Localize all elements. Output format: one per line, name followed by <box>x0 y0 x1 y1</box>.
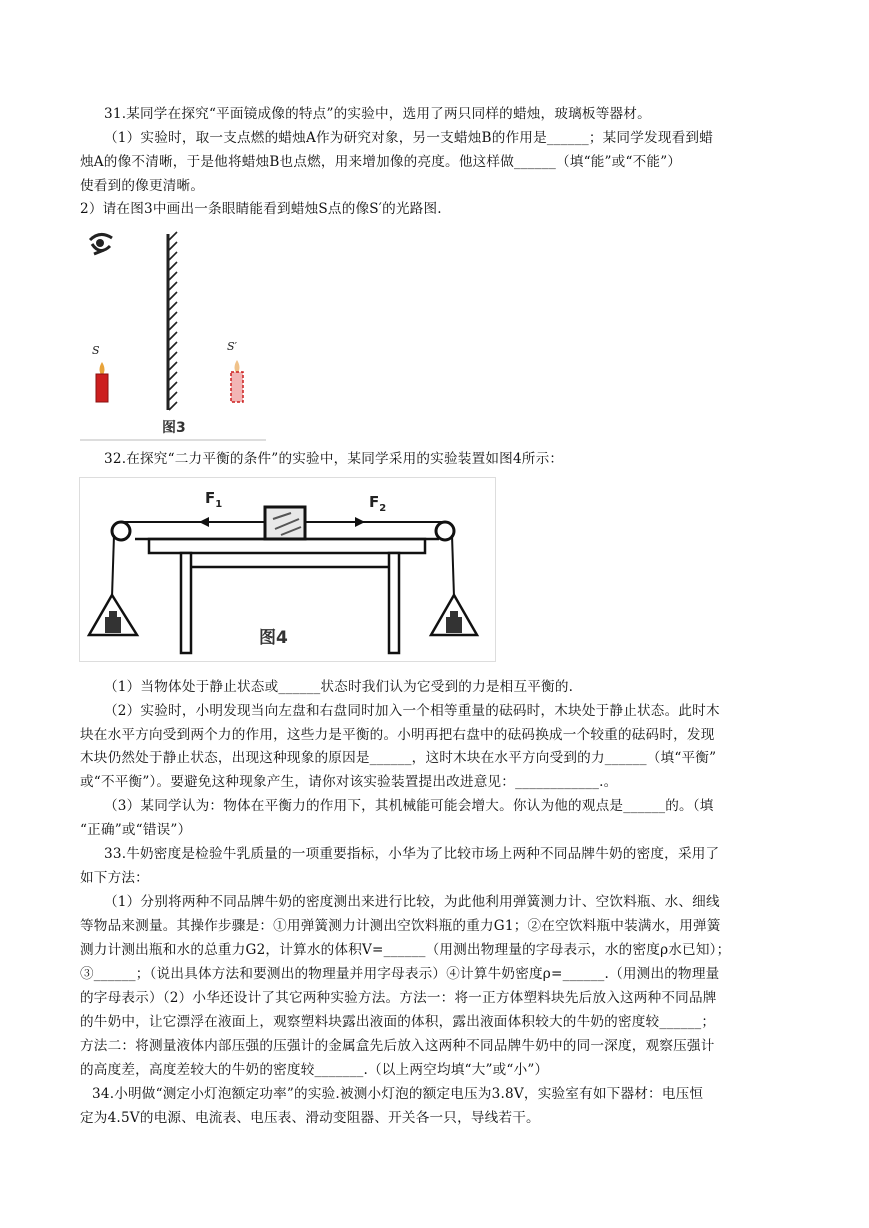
q31-part2: 2）请在图3中画出一条眼睛能看到蜡烛S点的像S′的光路图. <box>80 201 442 217</box>
q32-part3-line2: “正确”或“错误”） <box>80 822 192 838</box>
q31-part1-line3: 使看到的像更清晰。 <box>80 178 205 194</box>
q34-line1: 34.小明做“测定小灯泡额定功率”的实验.被测小灯泡的额定电压为3.8V，实验室有如下器材：电压恒 <box>92 1086 704 1102</box>
q32-part3-line1: （3）某同学认为：物体在平衡力的作用下，其机械能可能会增大。你认为他的观点是______的。（填 <box>104 798 714 814</box>
eye-icon <box>90 234 112 254</box>
q31-part1-line1: （1）实验时，取一支点燃的蜡烛A作为研究对象，另一支蜡烛B的作用是______；某同学发现看到蜡 <box>104 130 713 146</box>
svg-text:F1 <box>205 489 222 510</box>
candle-s-image <box>227 340 243 402</box>
svg-text:F2 <box>369 493 386 514</box>
arrow-f1 <box>199 517 209 527</box>
q31-title: 31.某同学在探究“平面镜成像的特点”的实验中，选用了两只同样的蜡烛，玻璃板等器材。 <box>104 106 651 122</box>
figure-3-caption: 图3 <box>162 420 186 436</box>
q33-title-line1: 33.牛奶密度是检验牛乳质量的一项重要指标，小华为了比较市场上两种不同品牌牛奶的密度，采用了 <box>104 846 720 862</box>
table-top <box>149 539 425 553</box>
q32-title: 32.在探究“二力平衡的条件”的实验中，某同学采用的实验装置如图4所示： <box>104 451 564 467</box>
q33-line3: 测力计测出瓶和水的总重力G2，计算水的体积V=______（用测出物理量的字母表示，水的密度ρ水已知）； <box>80 942 731 958</box>
plane-mirror <box>168 232 177 410</box>
q33-line1: （1）分别将两种不同品牌牛奶的密度测出来进行比较，为此他利用弹簧测力计、空饮料瓶、水、细线 <box>104 894 720 910</box>
q32-part2-line3: 木块仍然处于静止状态，出现这种现象的原因是______，这时木块在水平方向受到的力______（填“平衡” <box>80 750 717 766</box>
figure-4-caption: 图4 <box>259 628 288 648</box>
q33-line4: ③______；（说出具体方法和要测出的物理量并用字母表示）④计算牛奶密度ρ=______.（用测出的物理量 <box>80 966 720 982</box>
label-f1-sub: 1 <box>215 499 223 510</box>
right-pan <box>431 595 477 635</box>
q33-line7: 方法二：将测量液体内部压强的压强计的金属盒先后放入这两种不同品牌牛奶中的同一深度，观察压强计 <box>80 1038 715 1054</box>
label-f1: F <box>205 489 216 507</box>
label-s: S <box>92 344 100 357</box>
q33-title-line2: 如下方法： <box>80 870 149 886</box>
q33-line6: 的牛奶中，让它漂浮在液面上，观察塑料块露出液面的体积，露出液面体积较大的牛奶的密度较______； <box>80 1014 716 1030</box>
q32-part1: （1）当物体处于静止状态或______状态时我们认为它受到的力是相互平衡的. <box>104 679 574 695</box>
q33-line8: 的高度差，高度差较大的牛奶的密度较_______.（以上两空均填“大”或“小”） <box>80 1062 549 1078</box>
label-f2: F <box>369 493 380 511</box>
q32-part2-line2: 块在水平方向受到两个力的作用，这些力是平衡的。小明再把右盘中的砝码换成一个较重的砝码时，发现 <box>80 727 715 743</box>
candle-s <box>92 344 108 402</box>
q32-part2-line4: 或“不平衡”）。要避免这种现象产生，请你对该实验装置提出改进意见：____________.。 <box>80 774 618 790</box>
label-s-image: S′ <box>227 340 238 353</box>
arrow-f2 <box>355 517 365 527</box>
figure-3-mirror <box>80 226 270 442</box>
figure-4-apparatus <box>79 477 497 663</box>
q33-line2: 等物品来测量。其操作步骤是：①用弹簧测力计测出空饮料瓶的重力G1；②在空饮料瓶中装满水，用弹簧 <box>80 918 721 934</box>
q34-line2: 定为4.5V的电源、电流表、电压表、滑动变阻器、开关各一只，导线若干。 <box>80 1110 540 1126</box>
label-f2-sub: 2 <box>379 503 387 514</box>
left-pan <box>89 595 137 635</box>
q33-line5: 的字母表示）（2）小华还设计了其它两种实验方法。方法一：将一正方体塑料块先后放入这两种不同品牌 <box>80 990 717 1006</box>
q31-part1-line2: 烛A的像不清晰，于是他将蜡烛B也点燃，用来增加像的亮度。他这样做______（填“能”或“不能”） <box>80 154 682 170</box>
q32-part2-line1: （2）实验时，小明发现当向左盘和右盘同时加入一个相等重量的砝码时，木块处于静止状态。此时木 <box>104 703 720 719</box>
